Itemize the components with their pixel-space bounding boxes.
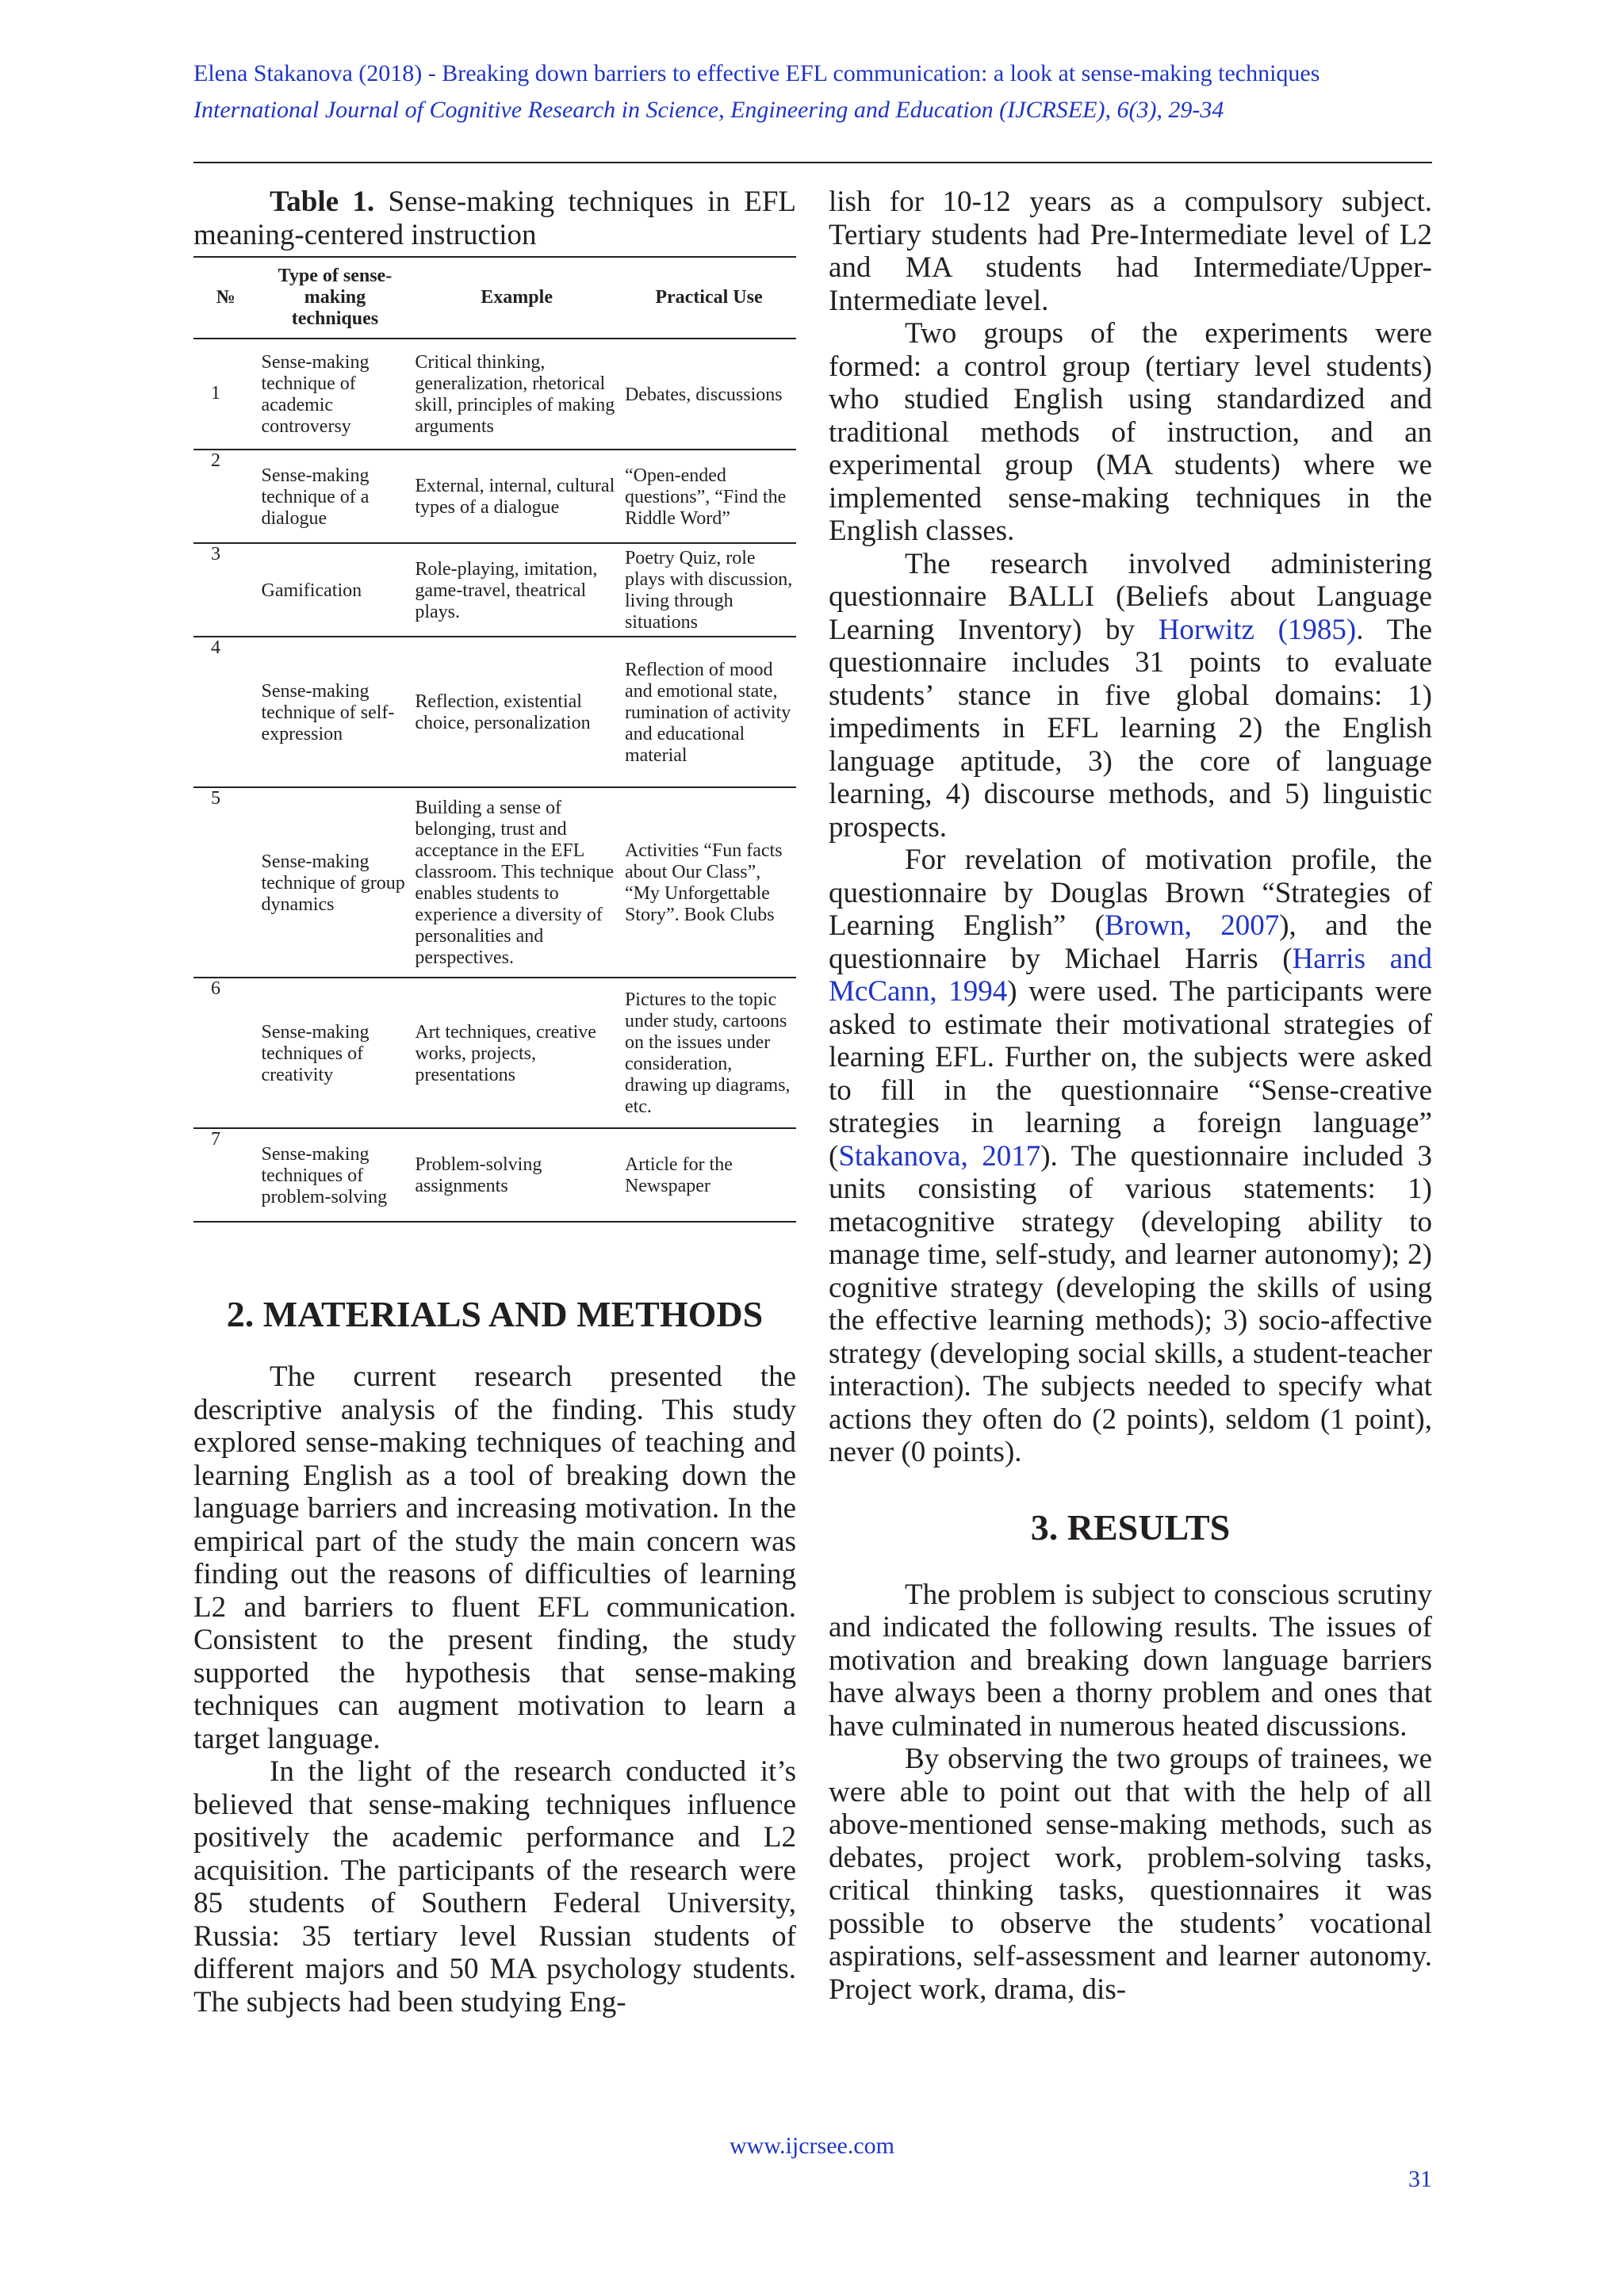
row-number: 2 (193, 450, 258, 543)
paragraph: lish for 10-12 years as a compulsory subject. Tertiary students had Pre-Intermediate level of L2 and MA students had Intermediate/Upper-Intermediate level. (829, 186, 1432, 317)
row-example: Role-playing, imitation, game-travel, theatrical plays. (412, 543, 622, 637)
row-number: 4 (193, 637, 258, 787)
citation-link-horwitz[interactable]: Horwitz (1985) (1158, 613, 1357, 646)
row-type: Sense-making techniques of problem-solving (258, 1128, 412, 1222)
paragraph: The current research presented the descriptive analysis of the finding. This study explored sense-making techniques of teaching and learning English as a tool of breaking down the language barriers and increasing motivation. In the empirical part of the study the main concern was finding out the reasons of difficulties of learning L2 and barriers to fluent EFL communication. Consistent to the present finding, the study supported the hypothesis that sense-making techniques can augment motivation to learn a target language. (193, 1360, 796, 1755)
paragraph-text: ). The questionnaire included 3 units consisting of various statements: 1) metacognitive strategy (developing ability to manage time, self-study, and learner autonomy); 2) cognitive strategy (developing the skills of using the effective learning methods); 3) socio-affective strategy (developing social skills, a student-teacher interaction). The subjects needed to specify what actions they often do (2 points), seldom (1 point), never (0 points). (829, 1139, 1432, 1468)
row-example: Critical thinking, generalization, rhetorical skill, principles of making arguments (412, 339, 622, 450)
row-type: Sense-making technique of group dynamics (258, 787, 412, 978)
row-use: Article for the Newspaper (622, 1128, 796, 1222)
paragraph: The problem is subject to conscious scrutiny and indicated the following results. The issues of motivation and breaking down language barriers have always been a thorny problem and ones that have culminated in numerous heated discussions. (829, 1578, 1432, 1743)
citation-link-brown[interactable]: Brown, 2007 (1104, 909, 1280, 942)
table-row (193, 339, 796, 450)
page-number: 31 (1408, 2166, 1432, 2192)
row-use: “Open-ended questions”, “Find the Riddle Word” (622, 450, 796, 543)
row-example: Building a sense of belonging, trust and acceptance in the EFL classroom. This technique enables students to experience a diversity of personalities and perspectives. (412, 787, 622, 978)
row-use: Reflection of mood and emotional state, rumination of activity and educational material (622, 637, 796, 787)
table-row (193, 787, 796, 978)
row-number: 5 (193, 787, 258, 978)
table-caption-text: Sense-making techniques in EFL meaning-centered instruction (193, 186, 797, 251)
paragraph: In the light of the research conducted it’s believed that sense-making techniques influence positively the academic performance and L2 acquisition. The participants of the research were 85 students of Southern Federal University, Russia: 35 tertiary level Russian students of different majors and 50 MA psychology students. The subjects had been studying Eng- (193, 1755, 796, 2019)
row-use: Pictures to the topic under study, cartoons on the issues under consideration, drawing up diagrams, etc. (622, 978, 796, 1128)
table-row (193, 637, 796, 787)
row-example: External, internal, cultural types of a dialogue (412, 450, 622, 543)
citation-link-stakanova[interactable]: Stakanova, 2017 (838, 1139, 1041, 1173)
paragraph (829, 844, 1432, 1469)
row-number: 1 (193, 339, 258, 450)
row-type: Sense-making technique of a dialogue (258, 450, 412, 543)
header-journal: International Journal of Cognitive Research in Science, Engineering and Education (IJCRSEE), 6(3), 29-34 (193, 97, 1224, 123)
row-number: 6 (193, 978, 258, 1128)
paragraph-text: The research involved administering questionnaire BALLI (Beliefs about Language Learning Inventory) by (829, 547, 1432, 646)
row-use: Activities “Fun facts about Our Class”, “My Unforgettable Story”. Book Clubs (622, 787, 796, 978)
table-row (193, 450, 796, 543)
running-header (193, 57, 1432, 131)
paragraph: By observing the two groups of trainees, we were able to point out that with the help of all above-mentioned sense-making methods, such as debates, project work, problem-solving tasks, critical thinking tasks, questionnaires it was possible to observe the students’ vocational aspirations, self-assessment and learner autonomy. Project work, drama, dis- (829, 1743, 1432, 2006)
row-use: Debates, discussions (622, 339, 796, 450)
row-use: Poetry Quiz, role plays with discussion, living through situations (622, 543, 796, 637)
left-column (193, 186, 796, 2019)
col-header-example: Example (412, 257, 622, 339)
table-row (193, 543, 796, 637)
col-header-number: № (193, 257, 258, 339)
row-type: Sense-making technique of academic controversy (258, 339, 412, 450)
citation-link-harris[interactable]: Harris and McCann, 1994 (829, 942, 1433, 1008)
col-header-use: Practical Use (622, 257, 796, 339)
table-caption-label: Table 1. (270, 186, 375, 218)
row-example: Reflection, existential choice, personalization (412, 637, 622, 787)
row-type: Sense-making techniques of creativity (258, 978, 412, 1128)
header-divider (193, 162, 1432, 163)
sense-making-table (193, 256, 796, 1223)
paragraph-text: ) were used. The participants were asked to estimate their motivational strategies of learning EFL. Further on, the subjects were asked to fill in the questionnaire “Sense-creative strategies in learning a foreign language” ( (829, 975, 1432, 1173)
table-row (193, 978, 796, 1128)
footer-url[interactable]: www.ijcrsee.com (730, 2133, 894, 2159)
section-heading-materials-methods: 2. MATERIALS AND METHODS (226, 1294, 764, 1334)
paragraph-text: . The questionnaire includes 31 points to evaluate students’ stance in five global domains: 1) impediments in EFL learning 2) the English language aptitude, 3) the core of language learning, 4) discourse methods, and 5) linguistic prospects. (829, 613, 1432, 844)
row-example: Art techniques, creative works, projects, presentations (412, 978, 622, 1128)
table-caption (193, 186, 796, 251)
col-header-type: Type of sense-making techniques (258, 257, 412, 339)
table-row (193, 1128, 796, 1222)
table-header-row (193, 257, 796, 339)
section-heading-results: 3. RESULTS (1030, 1506, 1231, 1548)
paragraph-text: ), and the questionnaire by Michael Harris ( (829, 909, 1432, 975)
right-column (829, 186, 1432, 2006)
row-type: Sense-making technique of self-expression (258, 637, 412, 787)
paragraph-text: For revelation of motivation profile, the questionnaire by Douglas Brown “Strategies of Learning English” ( (829, 844, 1432, 942)
row-number: 7 (193, 1128, 258, 1222)
row-number: 3 (193, 543, 258, 637)
row-type: Gamification (258, 543, 412, 637)
paragraph (829, 548, 1432, 844)
row-example: Problem-solving assignments (412, 1128, 622, 1222)
header-citation: Elena Stakanova (2018) - Breaking down barriers to effective EFL communication: a look at sense-making techniques (193, 60, 1320, 86)
paragraph: Two groups of the experiments were formed: a control group (tertiary level students) who studied English using standardized and traditional methods of instruction, and an experimental group (MA students) where we implemented sense-making techniques in the English classes. (829, 317, 1432, 547)
